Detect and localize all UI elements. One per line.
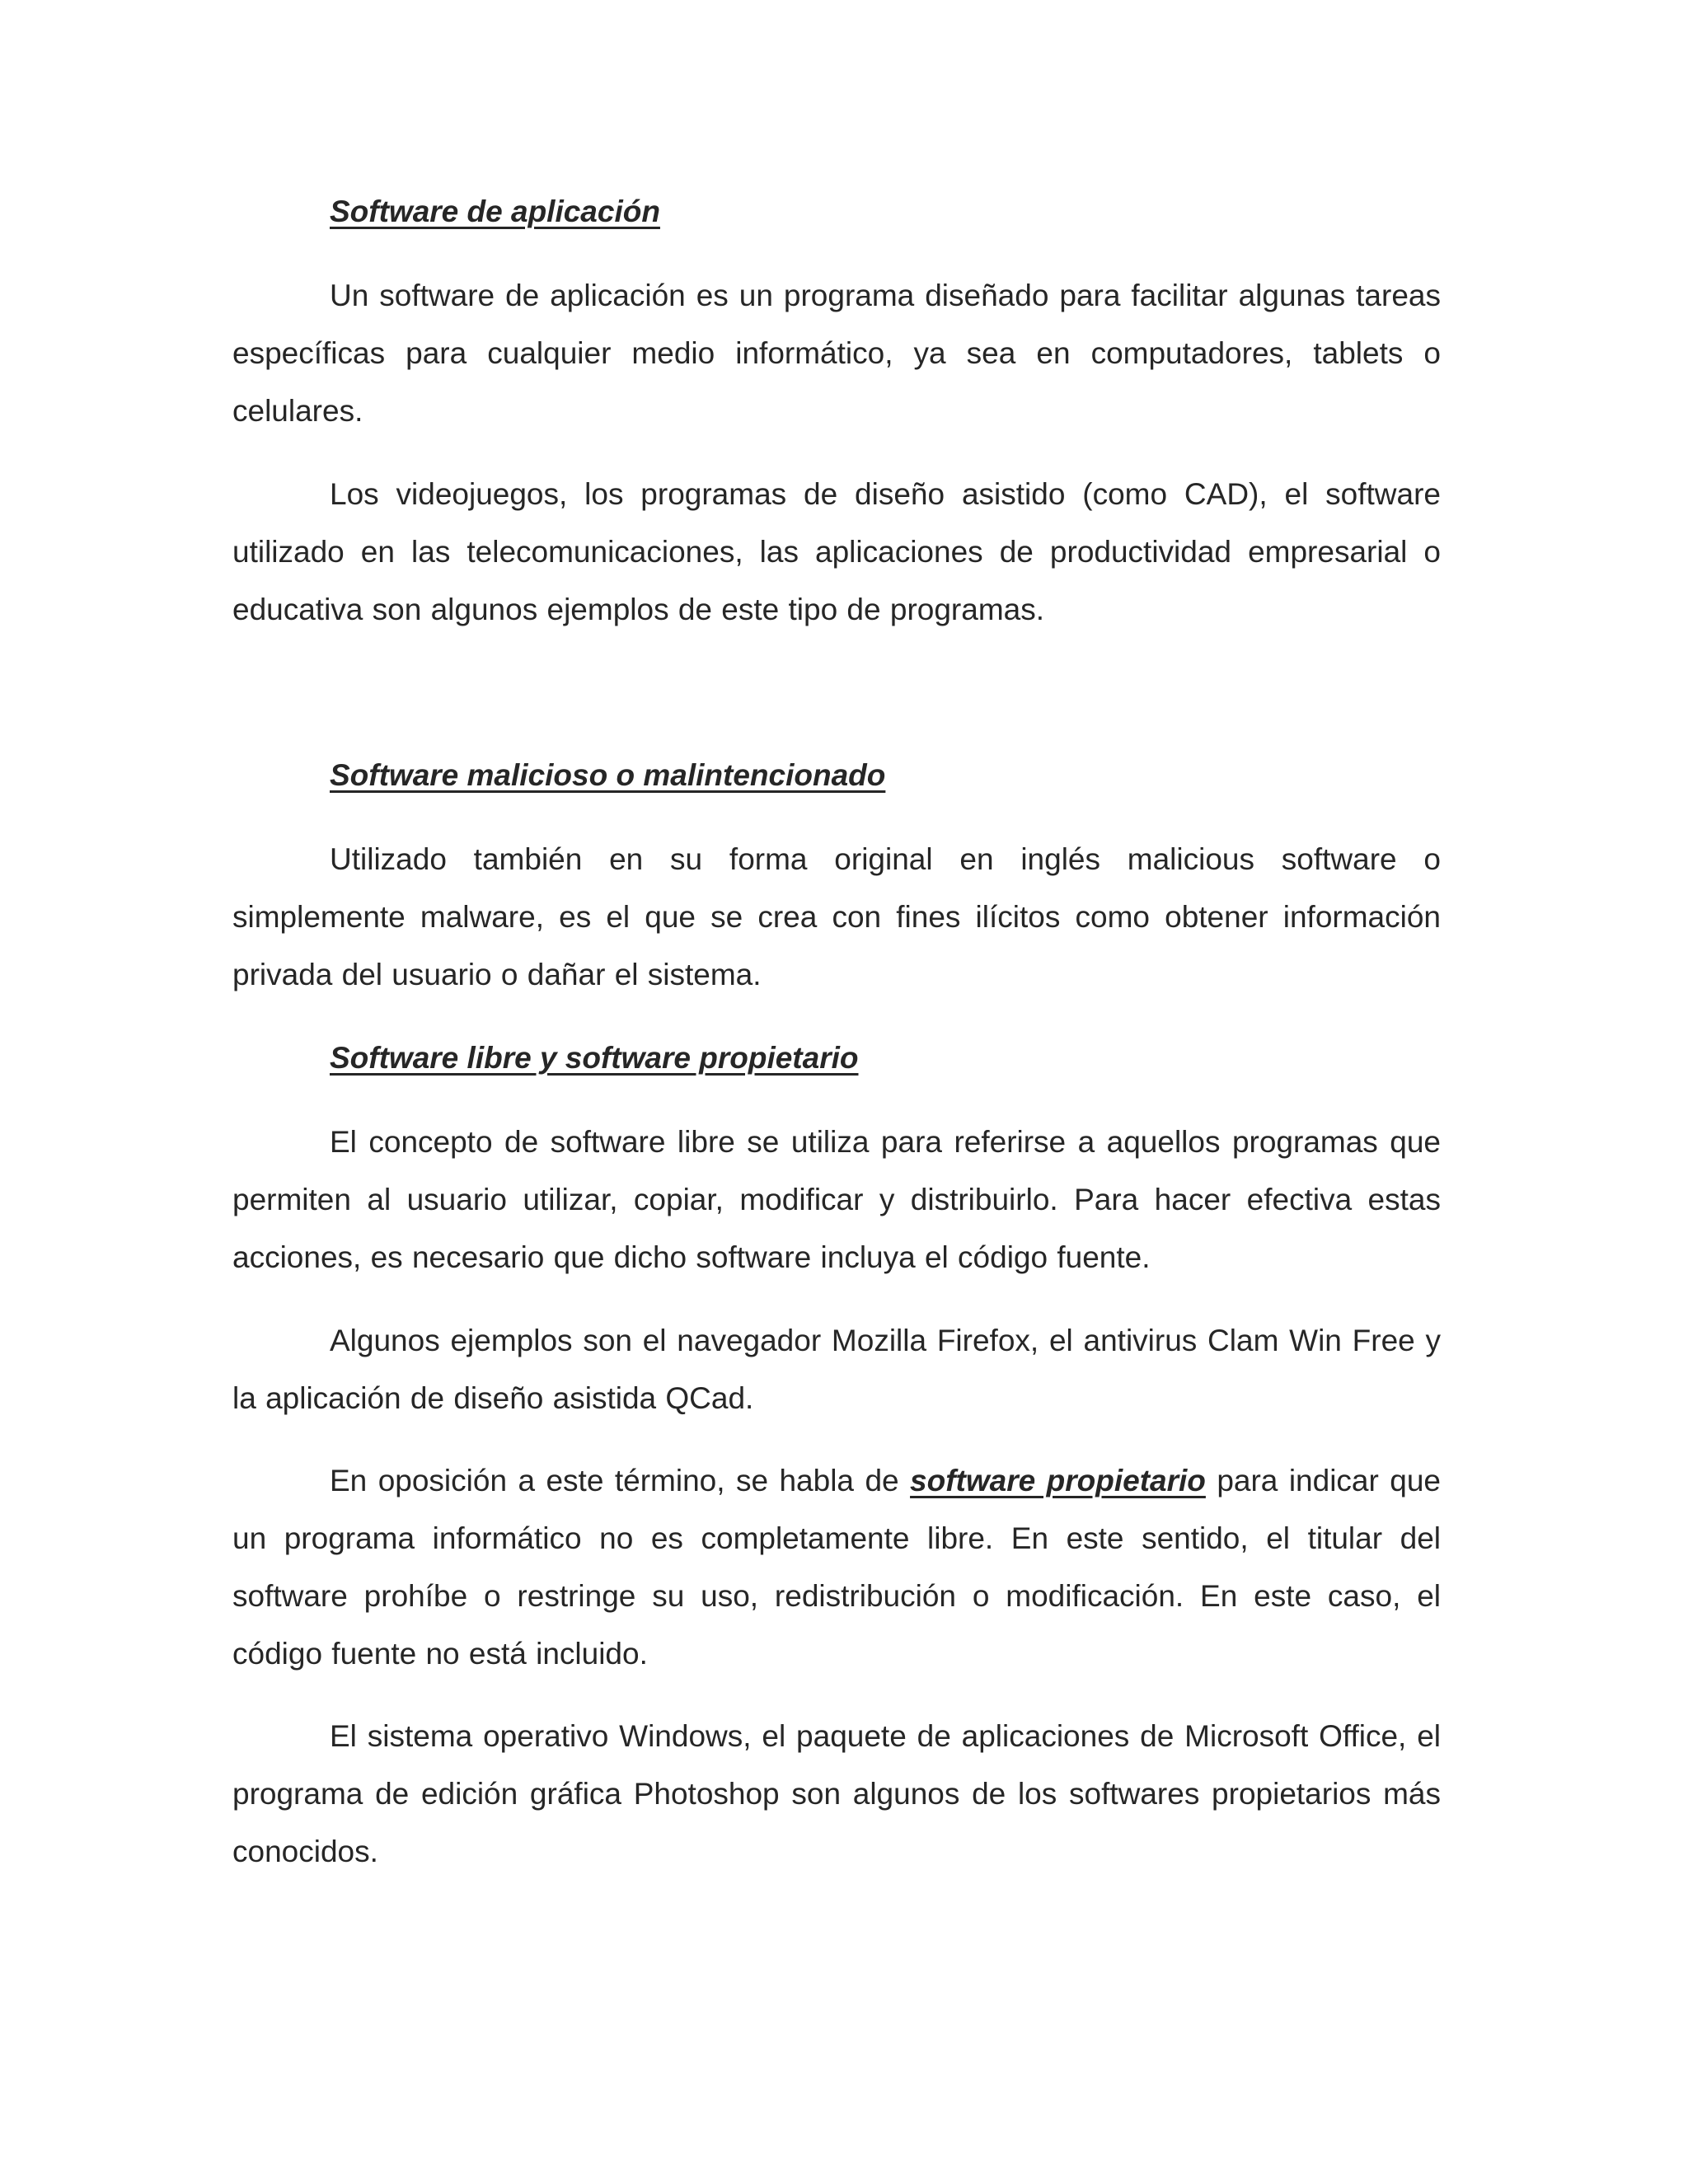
paragraph	[232, 831, 1441, 1004]
paragraph-text: Un software de aplicación es un programa diseñado para facilitar algunas tareas específicas para cualquier medio informático, ya sea en computadores, tablets o celulares.	[232, 279, 1441, 428]
section-heading: Software de aplicación	[330, 194, 660, 228]
paragraph	[232, 1312, 1441, 1427]
paragraph-text: El concepto de software libre se utiliza para referirse a aquellos programas que permiten al usuario utilizar, copiar, modificar y distribuirlo. Para hacer efectiva estas acciones, es necesario que dicho software incluya el código fuente.	[232, 1125, 1441, 1274]
paragraph-text-before: En oposición a este término, se habla de	[330, 1464, 911, 1497]
section-heading: Software libre y software propietario	[330, 1041, 859, 1075]
section-software-libre-propietario	[232, 1029, 1441, 1087]
paragraph-text: Los videojuegos, los programas de diseño asistido (como CAD), el software utilizado en las telecomunicaciones, las aplicaciones de productividad empresarial o educativa son algunos ejemplos de este tipo de programas.	[232, 477, 1441, 626]
paragraph	[232, 1113, 1441, 1286]
paragraph	[232, 466, 1441, 639]
section-software-aplicacion	[232, 183, 1441, 241]
paragraph	[232, 1708, 1441, 1881]
paragraph-text: El sistema operativo Windows, el paquete de aplicaciones de Microsoft Office, el programa de edición gráfica Photoshop son algunos de los softwares propietarios más conocidos.	[232, 1719, 1441, 1868]
section-heading: Software malicioso o malintencionado	[330, 758, 886, 792]
paragraph-text: Algunos ejemplos son el navegador Mozilla Firefox, el antivirus Clam Win Free y la aplicación de diseño asistida QCad.	[232, 1324, 1441, 1415]
paragraph-text: Utilizado también en su forma original en inglés malicious software o simplemente malware, es el que se crea con fines ilícitos como obtener información privada del usuario o dañar el sistema.	[232, 842, 1441, 991]
emphasis-software-propietario: software propietario	[910, 1464, 1206, 1497]
paragraph-text	[232, 1452, 1441, 1683]
paragraph-text-after: para indicar que un programa informático no es completamente libre. En este sentido, el titular del software prohíbe o restringe su uso, redistribución o modificación. En este caso, el código fuente no está incluido.	[232, 1464, 1441, 1671]
paragraph	[232, 1452, 1441, 1683]
paragraph	[232, 267, 1441, 440]
section-software-malicioso	[232, 747, 1441, 804]
